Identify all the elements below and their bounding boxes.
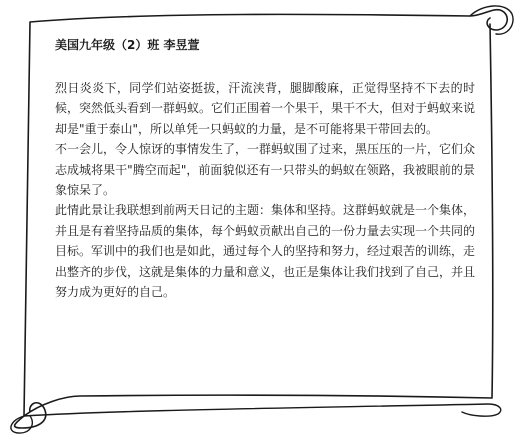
document-body	[55, 36, 475, 302]
paragraph-2: 不一会儿，令人惊讶的事情发生了，一群蚂蚁围了过来，黑压压的一片，它们众志成城将果干"腾空而起"，前面貌似还有一只带头的蚂蚁在领路，我被眼前的景象惊呆了。	[55, 142, 476, 198]
document-title: 美国九年级（2）班 李昱萱	[55, 38, 200, 52]
paragraph-3: 此情此景让我联想到前两天日记的主题：集体和坚持。这群蚂蚁就是一个集体，并且是有着坚持品质的集体，每个蚂蚁贡献出自己的一份力量去实现一个共同的目标。军训中的我们也是如此，通过每个人的坚持和努力，经过艰苦的训练，走出整齐的步伐，这就是集体的力量和意义，也正是集体让我们找到了自己，并且努力成为更好的自己。	[55, 203, 476, 300]
paragraph-1: 烈日炎炎下，同学们站姿挺拔，汗流浃背，腿脚酸麻，正觉得坚持不下去的时候，突然低头看到一群蚂蚁。它们正围着一个果干，果干不大，但对于蚂蚁来说却是"重于泰山"，所以单凭一只蚂蚁的力量，是不可能将果干带回去的。	[55, 81, 476, 136]
scroll-roll-bottom	[24, 404, 501, 416]
